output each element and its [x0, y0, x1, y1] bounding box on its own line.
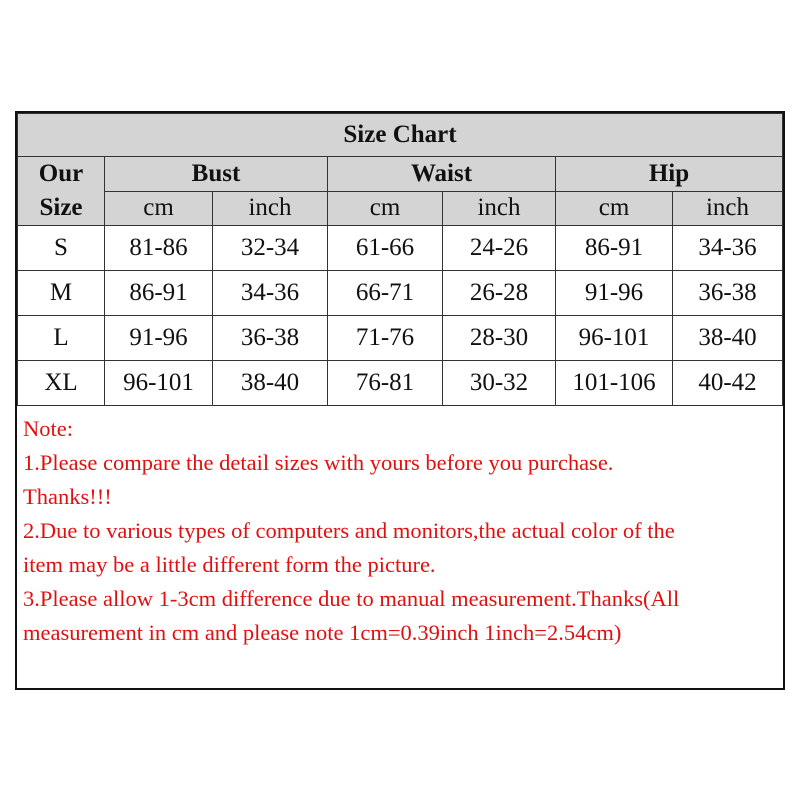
table-row — [18, 226, 783, 271]
measure-cell: 36-38 — [213, 316, 328, 361]
bust-header: Bust — [105, 157, 328, 192]
size-cell: S — [18, 226, 105, 271]
unit-header: inch — [673, 191, 783, 226]
measure-cell: 32-34 — [213, 226, 328, 271]
measure-cell: 61-66 — [328, 226, 443, 271]
measure-cell: 28-30 — [443, 316, 556, 361]
note-line: 1.Please compare the detail sizes with yours before you purchase. — [23, 450, 614, 475]
measure-cell: 76-81 — [328, 361, 443, 406]
note-line: measurement in cm and please note 1cm=0.39inch 1inch=2.54cm) — [23, 620, 622, 645]
unit-header: inch — [443, 191, 556, 226]
note-line: 2.Due to various types of computers and monitors,the actual color of the — [23, 518, 675, 543]
measure-cell: 101-106 — [556, 361, 673, 406]
unit-header: cm — [328, 191, 443, 226]
measure-cell: 26-28 — [443, 271, 556, 316]
our-size-header: Our Size — [18, 157, 105, 226]
measure-cell: 81-86 — [105, 226, 213, 271]
note-line: Thanks!!! — [23, 484, 112, 509]
unit-header: cm — [556, 191, 673, 226]
measure-cell: 34-36 — [673, 226, 783, 271]
size-cell: XL — [18, 361, 105, 406]
note-line: item may be a little different form the picture. — [23, 552, 436, 577]
hip-header: Hip — [556, 157, 783, 192]
measure-cell: 36-38 — [673, 271, 783, 316]
notes — [17, 406, 783, 656]
table-title: Size Chart — [18, 114, 783, 157]
measure-cell: 34-36 — [213, 271, 328, 316]
size-cell: M — [18, 271, 105, 316]
note-line: Note: — [23, 416, 73, 441]
table-row — [18, 316, 783, 361]
measure-cell: 96-101 — [105, 361, 213, 406]
measure-cell: 66-71 — [328, 271, 443, 316]
size-cell: L — [18, 316, 105, 361]
unit-header: cm — [105, 191, 213, 226]
size-chart — [15, 111, 785, 690]
measure-cell: 38-40 — [213, 361, 328, 406]
table-row — [18, 271, 783, 316]
size-table — [17, 113, 783, 406]
note-line: 3.Please allow 1-3cm difference due to manual measurement.Thanks(All — [23, 586, 680, 611]
measure-cell: 91-96 — [105, 316, 213, 361]
table-row — [18, 361, 783, 406]
measure-cell: 96-101 — [556, 316, 673, 361]
measure-cell: 86-91 — [105, 271, 213, 316]
measure-cell: 30-32 — [443, 361, 556, 406]
measure-cell: 91-96 — [556, 271, 673, 316]
measure-cell: 71-76 — [328, 316, 443, 361]
waist-header: Waist — [328, 157, 556, 192]
measure-cell: 24-26 — [443, 226, 556, 271]
measure-cell: 38-40 — [673, 316, 783, 361]
unit-header: inch — [213, 191, 328, 226]
measure-cell: 40-42 — [673, 361, 783, 406]
measure-cell: 86-91 — [556, 226, 673, 271]
